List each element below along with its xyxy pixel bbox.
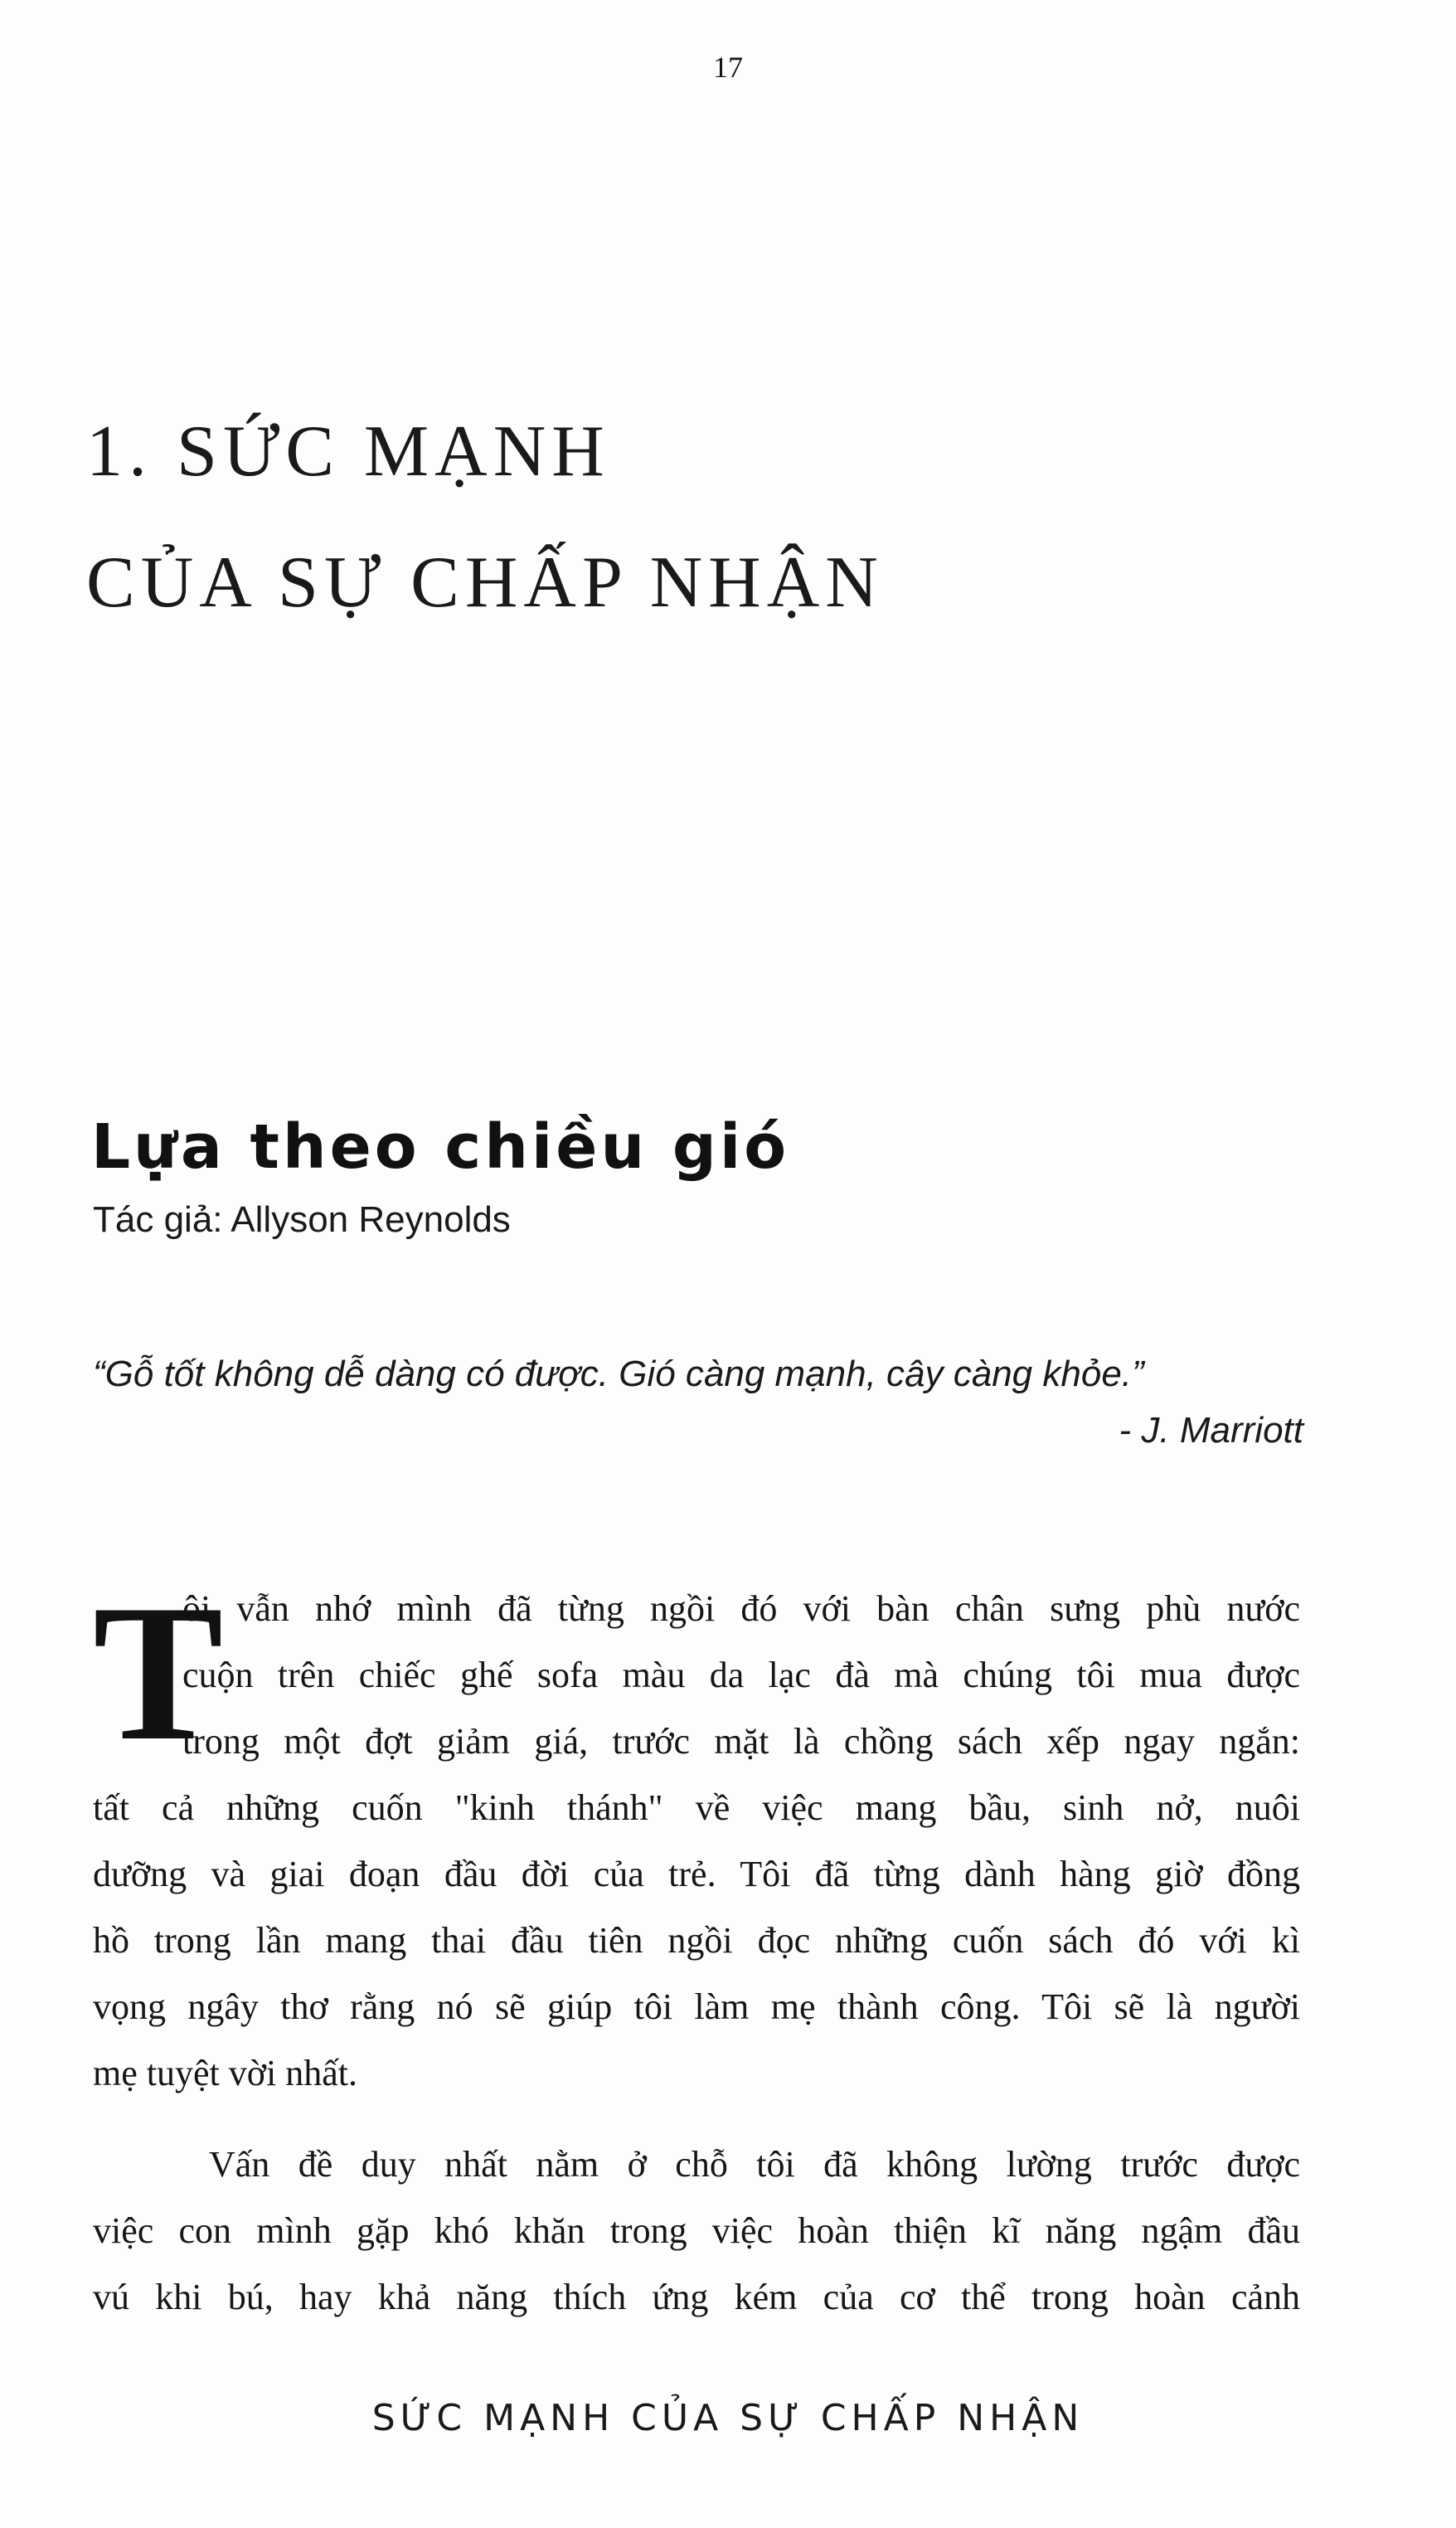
body-line: ôi vẫn nhớ mình đã từng ngồi đó với bàn chân sưng phù nước bbox=[182, 1588, 1300, 1629]
epigraph bbox=[93, 1354, 1303, 1451]
body-line: tất cả những cuốn "kinh thánh" về việc mang bầu, sinh nở, nuôi bbox=[93, 1787, 1300, 1828]
body-line: dưỡng và giai đoạn đầu đời của trẻ. Tôi đã từng dành hàng giờ đồng bbox=[93, 1854, 1300, 1894]
story-title: Lựa theo chiều gió bbox=[91, 1111, 790, 1183]
page-number: 17 bbox=[713, 51, 743, 84]
body-line: vú khi bú, hay khả năng thích ứng kém của cơ thể trong hoàn cảnh bbox=[93, 2277, 1300, 2317]
chapter-title-line-1: 1. SỨC MẠNH bbox=[86, 411, 610, 492]
running-footer: SỨC MẠNH CỦA SỰ CHẤP NHẬN bbox=[371, 2397, 1085, 2439]
chapter-title bbox=[86, 386, 1247, 649]
paragraph-2 bbox=[93, 2132, 1300, 2331]
body-line: mẹ tuyệt vời nhất. bbox=[93, 2053, 357, 2093]
drop-cap-wrapped-lines bbox=[182, 1576, 1300, 1775]
body-text bbox=[93, 1565, 1300, 2331]
paragraph-1 bbox=[93, 1565, 1300, 2107]
body-line: việc con mình gặp khó khăn trong việc hoàn thiện kĩ năng ngậm đầu bbox=[93, 2210, 1300, 2251]
body-line: cuộn trên chiếc ghế sofa màu da lạc đà mà chúng tôi mua được bbox=[182, 1655, 1300, 1695]
epigraph-source: - J. Marriott bbox=[1119, 1410, 1303, 1451]
body-line: vọng ngây thơ rằng nó sẽ giúp tôi làm mẹ thành công. Tôi sẽ là người bbox=[93, 1986, 1300, 2027]
drop-cap: T bbox=[93, 1565, 224, 1782]
chapter-title-line-2: CỦA SỰ CHẤP NHẬN bbox=[86, 542, 884, 623]
body-line: hồ trong lần mang thai đầu tiên ngồi đọc những cuốn sách đó với kì bbox=[93, 1920, 1300, 1961]
body-line: trong một đợt giảm giá, trước mặt là chồng sách xếp ngay ngắn: bbox=[182, 1721, 1300, 1762]
epigraph-quote: “Gỗ tốt không dễ dàng có được. Gió càng mạnh, cây càng khỏe.” bbox=[93, 1354, 1144, 1394]
author-line: Tác giả: Allyson Reynolds bbox=[93, 1199, 511, 1240]
body-line: Vấn đề duy nhất nằm ở chỗ tôi đã không lường trước được bbox=[209, 2144, 1300, 2185]
